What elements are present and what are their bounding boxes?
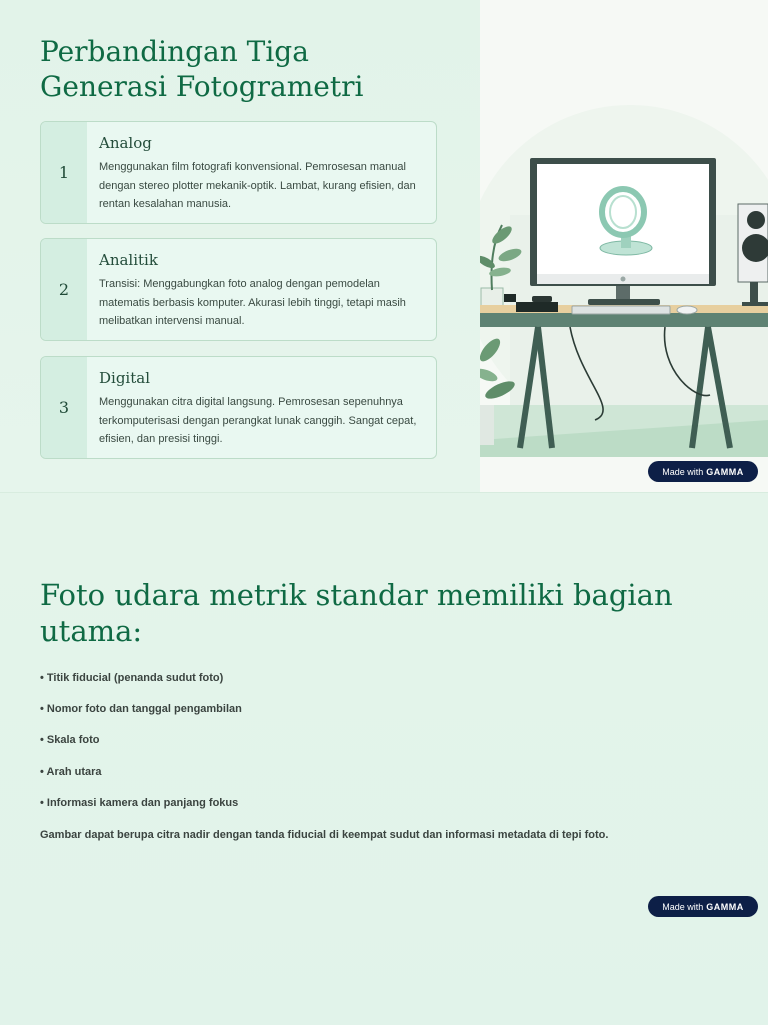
- note-text: Gambar dapat berupa citra nadir dengan tanda fiducial di keempat sudut dan informasi metadata di tepi foto.: [40, 829, 609, 841]
- gamma-logo-text: GAMMA: [706, 466, 744, 477]
- bullet-item: • Arah utara: [40, 766, 102, 778]
- badge-prefix: Made with: [662, 466, 704, 477]
- card-number: 3: [41, 357, 87, 458]
- card-analitik: [40, 238, 437, 341]
- badge-prefix: Made with: [662, 901, 704, 912]
- bullet-item: • Informasi kamera dan panjang fokus: [40, 797, 239, 809]
- computer-desk-icon: [480, 0, 768, 492]
- slide-comparison: [0, 0, 768, 492]
- card-title: Analog: [99, 134, 152, 152]
- card-description: Transisi: Menggabungkan foto analog dengan pemodelan matematis berbasis komputer. Akurasi lebih tinggi, tetapi masih melibatkan intervensi manual.: [99, 278, 406, 327]
- made-with-gamma-badge[interactable]: [648, 896, 758, 917]
- card-digital: [40, 356, 437, 459]
- card-title: Analitik: [99, 251, 158, 269]
- gamma-logo-text: GAMMA: [706, 901, 744, 912]
- bullet-item: • Titik fiducial (penanda sudut foto): [40, 672, 224, 684]
- card-description: Menggunakan film fotografi konvensional. Pemrosesan manual dengan stereo plotter mekanik-optik. Lambat, kurang efisien, dan rentan kesalahan manusia.: [99, 161, 416, 210]
- bullet-item: • Skala foto: [40, 734, 100, 746]
- desk-illustration: [480, 0, 768, 492]
- made-with-gamma-badge[interactable]: [648, 461, 758, 482]
- bullet-item: • Nomor foto dan tanggal pengambilan: [40, 703, 242, 715]
- card-number: 2: [41, 239, 87, 340]
- card-title: Digital: [99, 369, 150, 387]
- slide-title: Perbandingan Tiga Generasi Fotogrametri: [40, 35, 364, 103]
- card-analog: [40, 121, 437, 224]
- card-number: 1: [41, 122, 87, 223]
- slide-metric-photo: [0, 492, 768, 1025]
- slide-title: Foto udara metrik standar memiliki bagian utama:: [40, 578, 673, 648]
- card-description: Menggunakan citra digital langsung. Pemrosesan sepenuhnya terkomputerisasi dengan perangkat lunak canggih. Sangat cepat, efisien, dan presisi tinggi.: [99, 396, 417, 445]
